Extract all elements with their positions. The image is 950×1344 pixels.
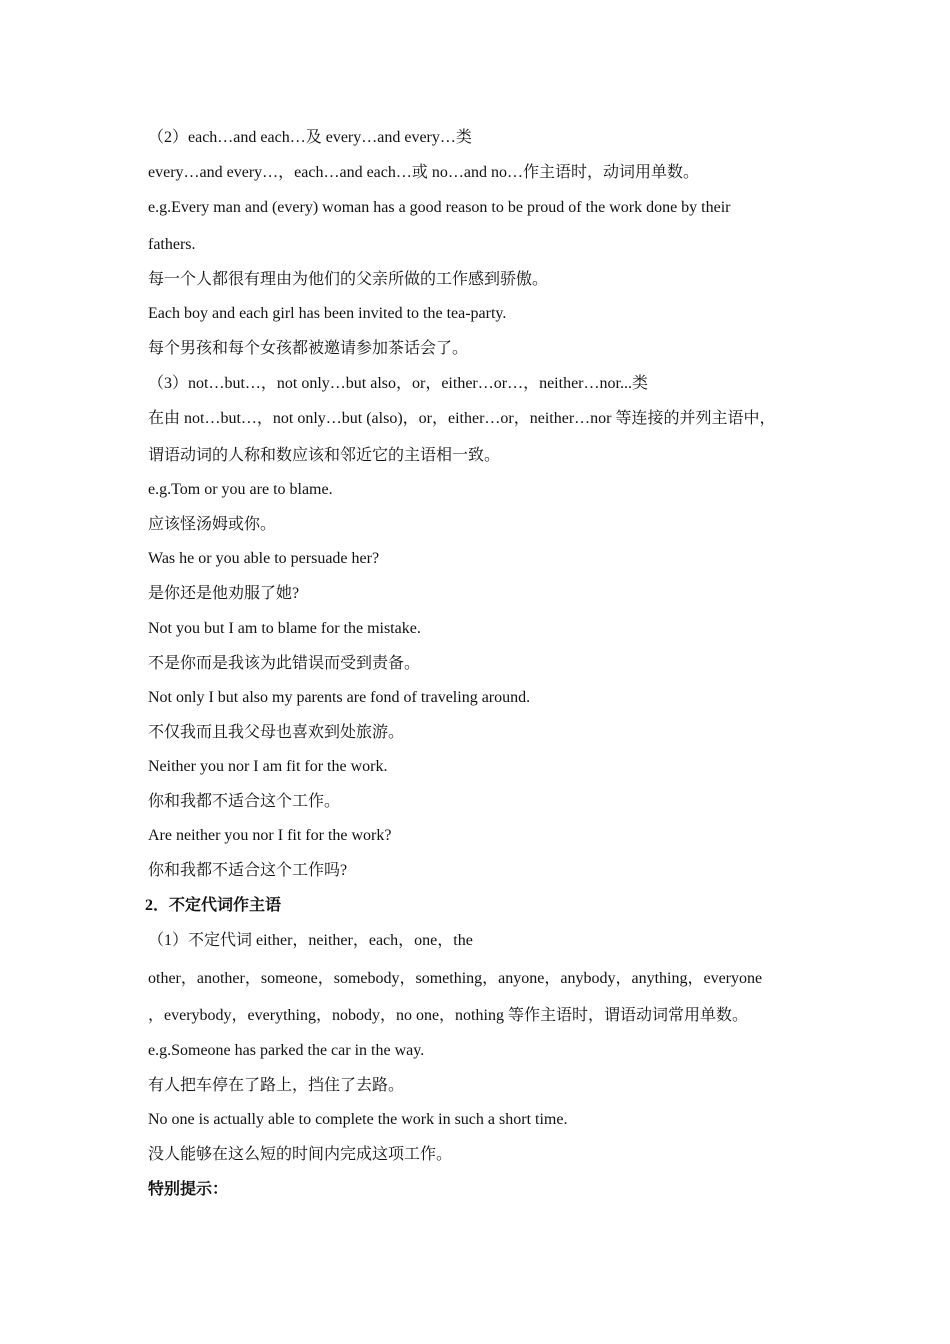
rule-text-continued: 谓语动词的人称和数应该和邻近它的主语相一致。: [148, 447, 501, 464]
rule-text: every…and every…，each…and each…或 no…and no…作主语时，动词用单数。: [148, 164, 699, 181]
subheading-not-but: （3）not…but…，not only…but also，or，either…or…，neither…nor...类: [148, 375, 648, 392]
translation: 每个男孩和每个女孩都被邀请参加茶话会了。: [148, 340, 469, 357]
subheading-indefinite-pronouns: （1）不定代词 either，neither，each，one，the: [148, 932, 473, 949]
example-sentence: Not only I but also my parents are fond of traveling around.: [148, 689, 531, 706]
translation: 有人把车停在了路上，挡住了去路。: [148, 1077, 405, 1094]
translation: 不仅我而且我父母也喜欢到处旅游。: [148, 724, 405, 741]
translation: 没人能够在这么短的时间内完成这项工作。: [148, 1146, 453, 1163]
example-sentence: e.g.Every man and (every) woman has a good reason to be proud of the work done by their: [148, 199, 731, 216]
example-sentence: Neither you nor I am fit for the work.: [148, 758, 388, 775]
translation: 是你还是他劝服了她?: [148, 585, 300, 602]
rule-text: 在由 not…but…，not only…but (also)，or，either…or，neither…nor 等连接的并列主语中，: [148, 410, 776, 427]
example-sentence-continued: fathers.: [148, 236, 196, 253]
translation: 每一个人都很有理由为他们的父亲所做的工作感到骄傲。: [148, 271, 549, 288]
example-sentence: Not you but I am to blame for the mistake.: [148, 620, 421, 637]
example-sentence: Each boy and each girl has been invited to the tea-party.: [148, 305, 507, 322]
example-sentence: e.g.Tom or you are to blame.: [148, 481, 333, 498]
example-sentence: Are neither you nor I fit for the work?: [148, 827, 392, 844]
special-note-heading: 特别提示：: [148, 1181, 229, 1198]
subheading-each-and-each: （2）each…and each…及 every…and every…类: [148, 129, 472, 146]
example-sentence: Was he or you able to persuade her?: [148, 550, 380, 567]
translation: 应该怪汤姆或你。: [148, 516, 277, 533]
rule-text-continued: ，everybody，everything，nobody，no one，nothing 等作主语时，谓语动词常用单数。: [148, 1007, 748, 1024]
translation: 不是你而是我该为此错误而受到责备。: [148, 655, 421, 672]
rule-text: other，another，someone，somebody，something，anyone，anybody，anything，everyone: [148, 970, 763, 987]
translation: 你和我都不适合这个工作。: [148, 793, 341, 810]
example-sentence: No one is actually able to complete the work in such a short time.: [148, 1111, 568, 1128]
section-heading-indefinite-pronouns: 2．不定代词作主语: [145, 897, 282, 914]
translation: 你和我都不适合这个工作吗?: [148, 862, 348, 879]
example-sentence: e.g.Someone has parked the car in the way.: [148, 1042, 425, 1059]
